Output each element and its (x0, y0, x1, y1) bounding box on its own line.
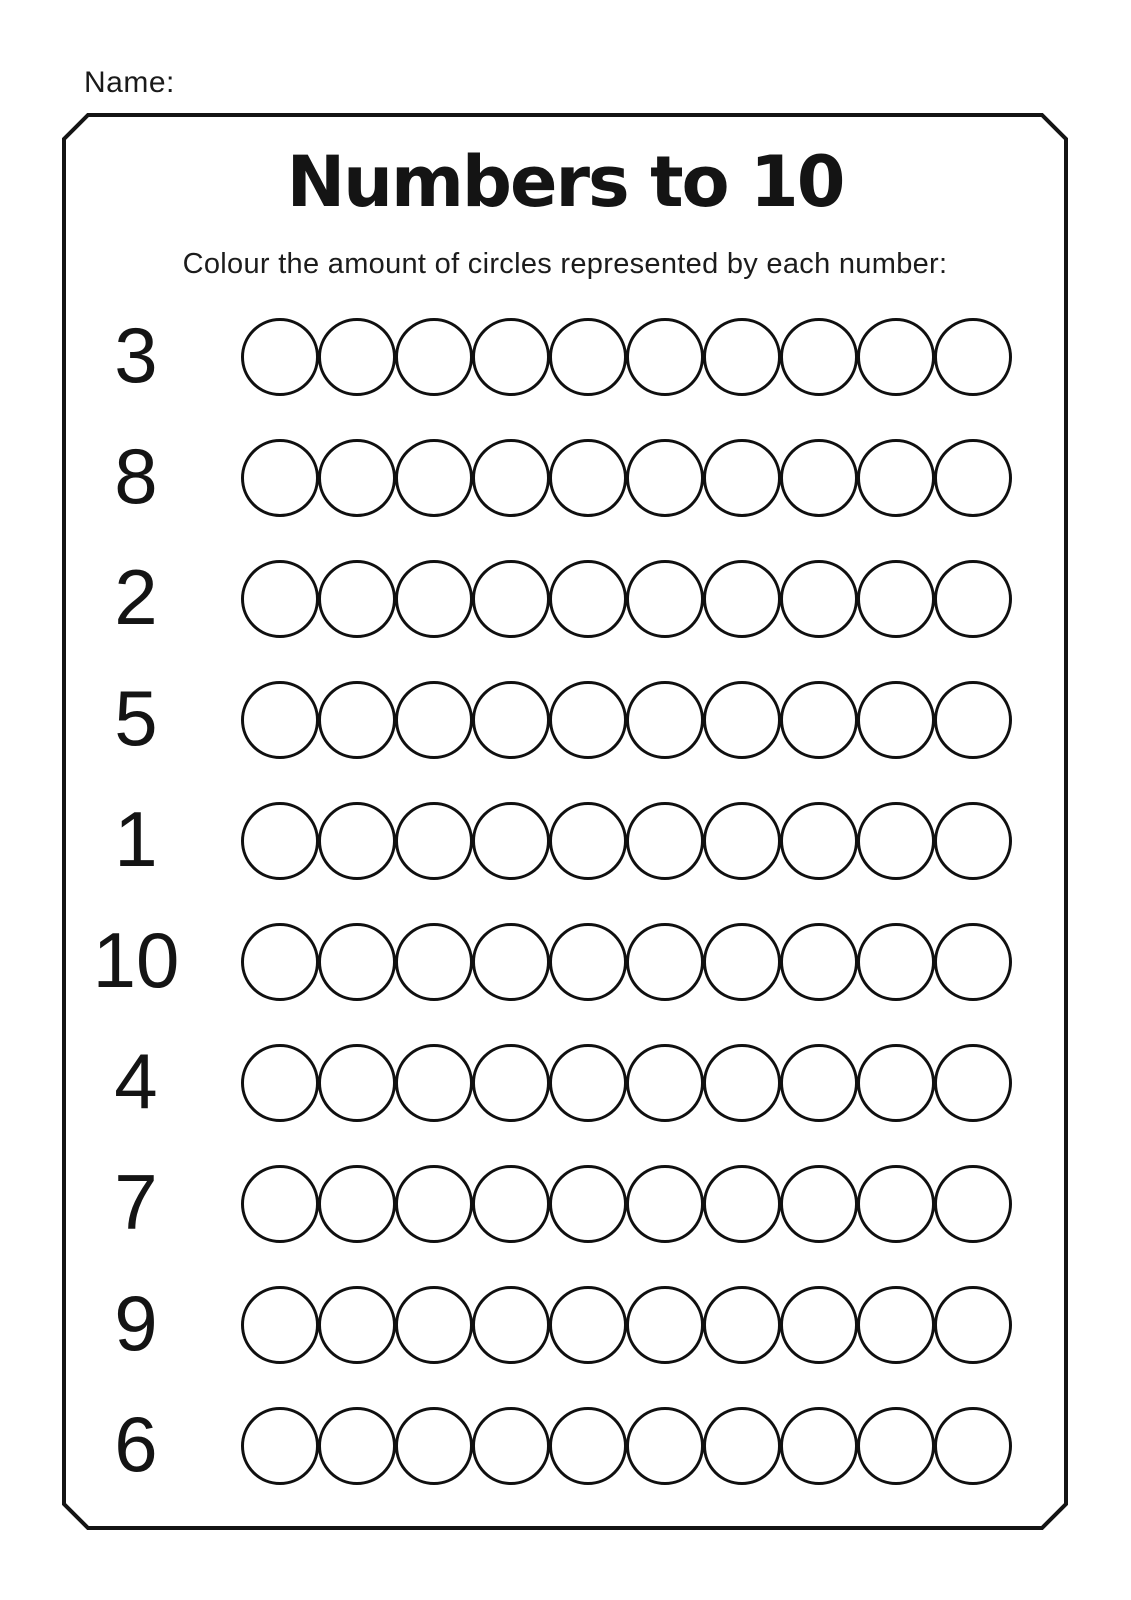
colorable-circle[interactable] (626, 1407, 704, 1485)
colorable-circle[interactable] (318, 923, 396, 1001)
colorable-circle[interactable] (395, 1286, 473, 1364)
colorable-circle[interactable] (395, 318, 473, 396)
colorable-circle[interactable] (703, 802, 781, 880)
colorable-circle[interactable] (241, 1044, 319, 1122)
page-title: Numbers to 10 (286, 141, 844, 223)
colorable-circle[interactable] (934, 923, 1012, 1001)
colorable-circle[interactable] (857, 318, 935, 396)
colorable-circle[interactable] (934, 560, 1012, 638)
row-number: 7 (114, 1157, 158, 1246)
colorable-circle[interactable] (549, 681, 627, 759)
colorable-circle[interactable] (318, 560, 396, 638)
colorable-circle[interactable] (703, 1407, 781, 1485)
colorable-circle[interactable] (857, 1044, 935, 1122)
colorable-circle[interactable] (241, 318, 319, 396)
colorable-circle[interactable] (857, 1165, 935, 1243)
colorable-circle[interactable] (780, 1286, 858, 1364)
worksheet-row (62, 1143, 1068, 1264)
circle-group (241, 1044, 1011, 1122)
colorable-circle[interactable] (780, 681, 858, 759)
colorable-circle[interactable] (395, 1407, 473, 1485)
colorable-circle[interactable] (549, 439, 627, 517)
colorable-circle[interactable] (549, 1407, 627, 1485)
colorable-circle[interactable] (472, 1286, 550, 1364)
colorable-circle[interactable] (472, 560, 550, 638)
colorable-circle[interactable] (241, 923, 319, 1001)
colorable-circle[interactable] (703, 681, 781, 759)
worksheet-row (62, 659, 1068, 780)
colorable-circle[interactable] (934, 802, 1012, 880)
circle-group (241, 318, 1011, 396)
colorable-circle[interactable] (318, 1044, 396, 1122)
colorable-circle[interactable] (395, 681, 473, 759)
colorable-circle[interactable] (626, 318, 704, 396)
colorable-circle[interactable] (549, 318, 627, 396)
colorable-circle[interactable] (318, 681, 396, 759)
colorable-circle[interactable] (780, 923, 858, 1001)
circle-group (241, 1407, 1011, 1485)
colorable-circle[interactable] (549, 923, 627, 1001)
colorable-circle[interactable] (241, 560, 319, 638)
colorable-circle[interactable] (857, 1407, 935, 1485)
colorable-circle[interactable] (318, 1407, 396, 1485)
colorable-circle[interactable] (395, 1165, 473, 1243)
row-number: 5 (114, 673, 158, 762)
colorable-circle[interactable] (472, 1044, 550, 1122)
colorable-circle[interactable] (857, 439, 935, 517)
colorable-circle[interactable] (780, 1165, 858, 1243)
name-label: Name: (84, 66, 175, 99)
colorable-circle[interactable] (780, 439, 858, 517)
colorable-circle[interactable] (395, 560, 473, 638)
colorable-circle[interactable] (857, 1286, 935, 1364)
circle-group (241, 1165, 1011, 1243)
colorable-circle[interactable] (626, 1165, 704, 1243)
colorable-circle[interactable] (241, 439, 319, 517)
colorable-circle[interactable] (472, 439, 550, 517)
circle-group (241, 681, 1011, 759)
instruction-text: Colour the amount of circles represented by each number: (182, 248, 948, 280)
colorable-circle[interactable] (318, 318, 396, 396)
colorable-circle[interactable] (472, 1165, 550, 1243)
colorable-circle[interactable] (626, 923, 704, 1001)
worksheet-row (62, 538, 1068, 659)
colorable-circle[interactable] (703, 560, 781, 638)
colorable-circle[interactable] (703, 923, 781, 1001)
colorable-circle[interactable] (395, 439, 473, 517)
colorable-circle[interactable] (780, 1044, 858, 1122)
worksheet-panel (62, 113, 1068, 1530)
colorable-circle[interactable] (395, 923, 473, 1001)
colorable-circle[interactable] (241, 1407, 319, 1485)
colorable-circle[interactable] (857, 560, 935, 638)
colorable-circle[interactable] (934, 1165, 1012, 1243)
colorable-circle[interactable] (472, 802, 550, 880)
colorable-circle[interactable] (934, 318, 1012, 396)
worksheet-row (62, 1385, 1068, 1506)
colorable-circle[interactable] (626, 439, 704, 517)
circle-group (241, 560, 1011, 638)
row-number: 1 (114, 794, 158, 883)
worksheet-rows (62, 296, 1068, 1506)
colorable-circle[interactable] (934, 681, 1012, 759)
row-number: 3 (114, 310, 158, 399)
colorable-circle[interactable] (241, 681, 319, 759)
colorable-circle[interactable] (934, 1044, 1012, 1122)
colorable-circle[interactable] (703, 439, 781, 517)
colorable-circle[interactable] (780, 560, 858, 638)
colorable-circle[interactable] (934, 439, 1012, 517)
colorable-circle[interactable] (318, 802, 396, 880)
circle-group (241, 1286, 1011, 1364)
colorable-circle[interactable] (549, 1165, 627, 1243)
colorable-circle[interactable] (857, 681, 935, 759)
colorable-circle[interactable] (241, 1165, 319, 1243)
colorable-circle[interactable] (626, 560, 704, 638)
circle-group (241, 923, 1011, 1001)
row-number: 10 (92, 915, 180, 1004)
colorable-circle[interactable] (318, 1165, 396, 1243)
colorable-circle[interactable] (549, 802, 627, 880)
colorable-circle[interactable] (626, 1044, 704, 1122)
colorable-circle[interactable] (626, 802, 704, 880)
colorable-circle[interactable] (703, 1044, 781, 1122)
colorable-circle[interactable] (703, 1165, 781, 1243)
colorable-circle[interactable] (318, 1286, 396, 1364)
colorable-circle[interactable] (395, 802, 473, 880)
colorable-circle[interactable] (241, 1286, 319, 1364)
colorable-circle[interactable] (549, 1044, 627, 1122)
colorable-circle[interactable] (318, 439, 396, 517)
colorable-circle[interactable] (472, 681, 550, 759)
colorable-circle[interactable] (626, 1286, 704, 1364)
row-number: 4 (114, 1036, 158, 1125)
row-number: 2 (114, 552, 158, 641)
colorable-circle[interactable] (703, 1286, 781, 1364)
row-number: 8 (114, 431, 158, 520)
colorable-circle[interactable] (934, 1407, 1012, 1485)
worksheet-row (62, 417, 1068, 538)
colorable-circle[interactable] (780, 802, 858, 880)
colorable-circle[interactable] (934, 1286, 1012, 1364)
colorable-circle[interactable] (549, 1286, 627, 1364)
circle-group (241, 439, 1011, 517)
worksheet-row (62, 780, 1068, 901)
circle-group (241, 802, 1011, 880)
colorable-circle[interactable] (703, 318, 781, 396)
worksheet-row (62, 296, 1068, 417)
colorable-circle[interactable] (549, 560, 627, 638)
worksheet-row (62, 1022, 1068, 1143)
colorable-circle[interactable] (472, 318, 550, 396)
worksheet-row (62, 901, 1068, 1022)
colorable-circle[interactable] (857, 802, 935, 880)
colorable-circle[interactable] (472, 923, 550, 1001)
colorable-circle[interactable] (241, 802, 319, 880)
colorable-circle[interactable] (472, 1407, 550, 1485)
row-number: 6 (114, 1399, 158, 1488)
colorable-circle[interactable] (626, 681, 704, 759)
row-number: 9 (114, 1278, 158, 1367)
colorable-circle[interactable] (780, 318, 858, 396)
colorable-circle[interactable] (780, 1407, 858, 1485)
colorable-circle[interactable] (857, 923, 935, 1001)
colorable-circle[interactable] (395, 1044, 473, 1122)
worksheet-row (62, 1264, 1068, 1385)
